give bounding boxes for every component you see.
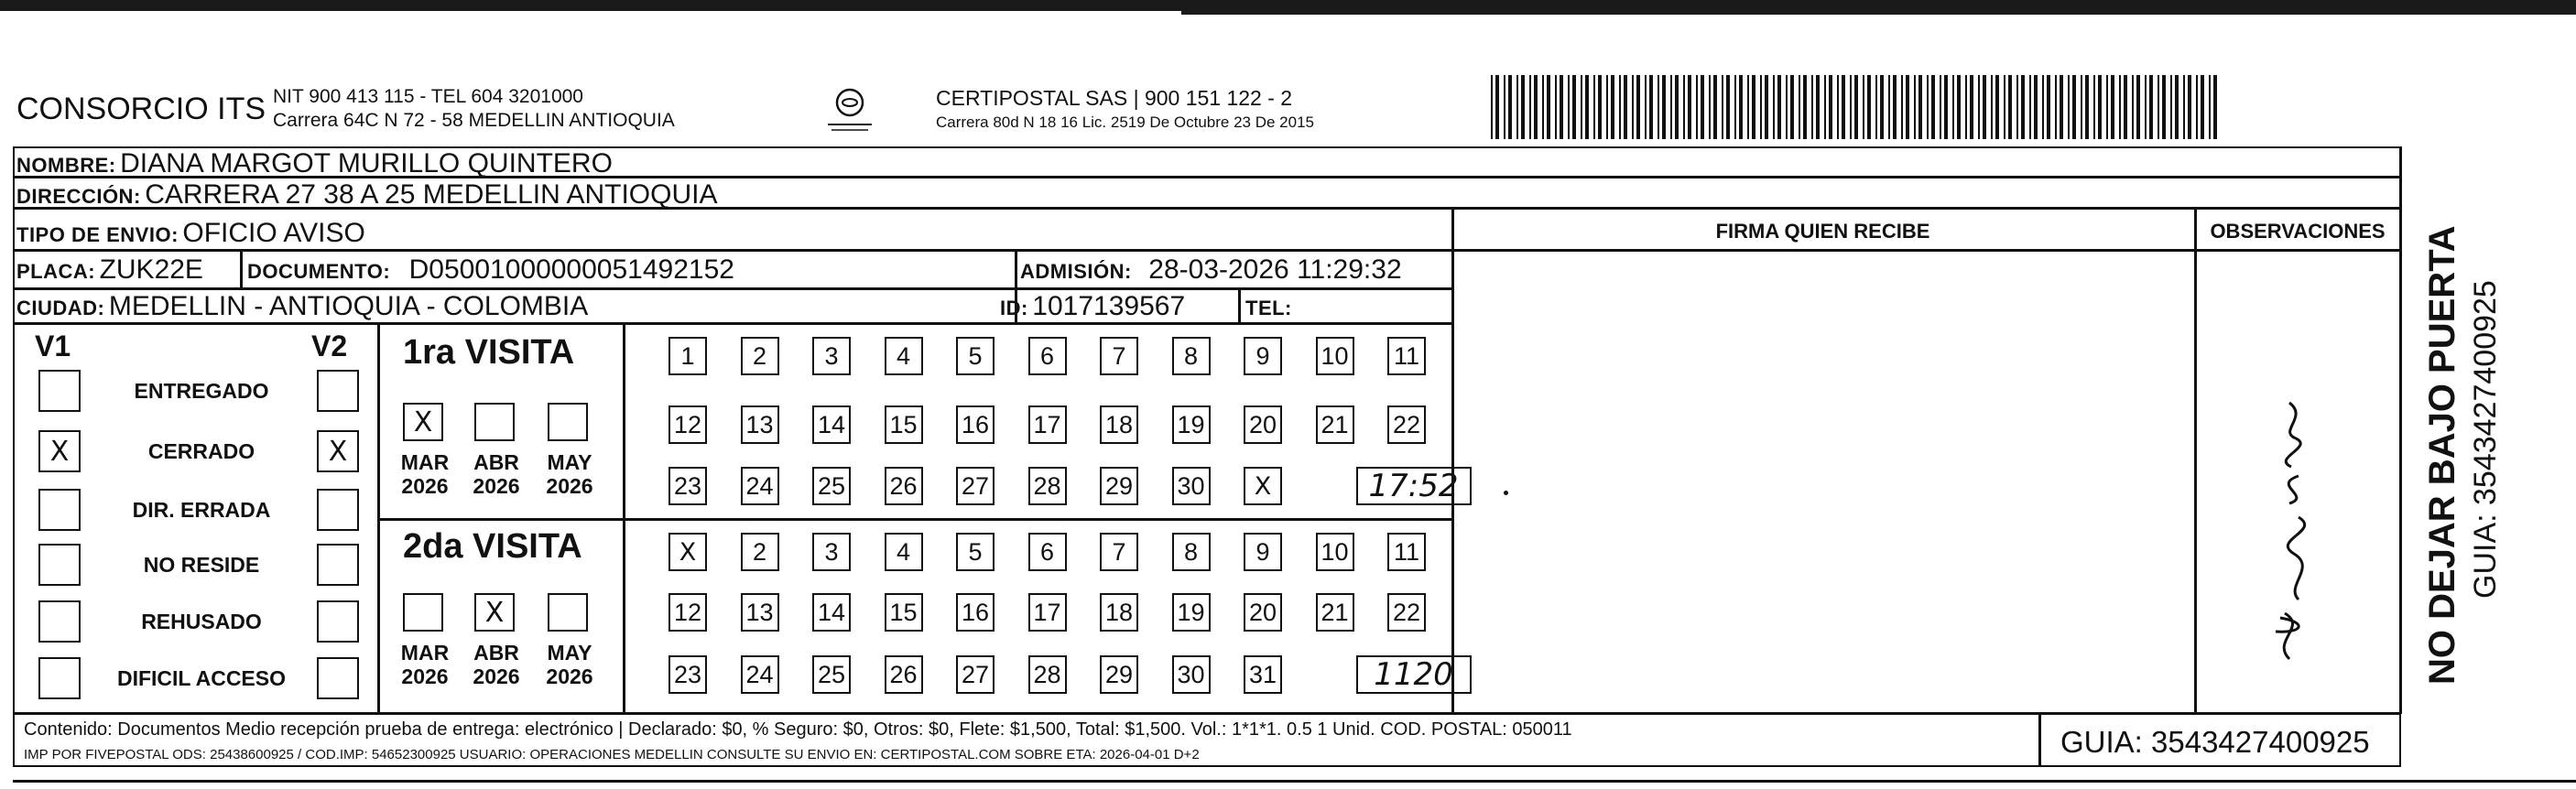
v1-checkbox <box>38 657 81 699</box>
day-box: 22 <box>1387 405 1426 444</box>
tipo-envio-row <box>16 218 365 249</box>
day-box: 27 <box>956 467 995 505</box>
barcode-bar <box>2068 75 2070 139</box>
barcode-bar <box>1777 75 1781 139</box>
barcode-bar <box>1880 75 1884 139</box>
day-box: 29 <box>1100 655 1138 694</box>
barcode-bar <box>2034 75 2038 139</box>
month-label: ABR <box>473 450 519 474</box>
tipo-envio-value: OFICIO AVISO <box>182 218 365 248</box>
month-label: MAR <box>400 641 450 665</box>
status-label: DIFICIL ACCESO <box>116 666 286 690</box>
day-box: 23 <box>668 655 707 694</box>
day-box: 17 <box>1028 405 1067 444</box>
barcode-bar <box>1837 75 1839 139</box>
barcode-bar <box>1701 75 1704 139</box>
barcode-bar <box>2175 75 2179 139</box>
month-year: 2026 <box>473 665 520 688</box>
signature-dot <box>1504 491 1508 495</box>
barcode-bar <box>1927 75 1929 139</box>
ciudad-value: MEDELLIN - ANTIOQUIA - COLOMBIA <box>108 291 589 321</box>
day-box: 8 <box>1172 533 1211 571</box>
day-box: 15 <box>885 405 923 444</box>
day-box: 13 <box>741 593 779 632</box>
footer-imp-line: IMP POR FIVEPOSTAL ODS: 25438600925 / COD.IMP: 54652300925 USUARIO: OPERACIONES MEDELLIN CONSULTE SU ENVIO EN: CERTIPOSTAL.COM SOBRE ETA: 2026-04-01 D+2 <box>24 747 1200 762</box>
month-label: MAY <box>547 450 592 474</box>
barcode-bar <box>1888 75 1890 139</box>
barcode-bar <box>1970 75 1973 139</box>
day-box: 2 <box>741 337 779 375</box>
v1-checkbox <box>38 370 81 412</box>
barcode-bar <box>1585 75 1589 139</box>
barcode-bar <box>2047 75 2050 139</box>
tipo-envio-label: TIPO DE ENVIO: <box>16 223 179 246</box>
day-box: 14 <box>812 593 851 632</box>
admision-value: 28-03-2026 11:29:32 <box>1148 254 1402 285</box>
certipostal-name: CERTIPOSTAL SAS | 900 151 122 - 2 <box>936 86 1293 110</box>
barcode-bar <box>1811 75 1813 139</box>
day-box: 11 <box>1387 337 1426 375</box>
tel-label: TEL: <box>1245 297 1292 319</box>
barcode-bar <box>2188 75 2191 139</box>
v2-checkbox <box>317 370 359 412</box>
day-box: 18 <box>1100 405 1138 444</box>
top-edge-bar <box>0 0 2576 11</box>
barcode-bar <box>2072 75 2076 139</box>
status-label: REHUSADO <box>141 610 262 633</box>
barcode <box>1491 75 2223 139</box>
barcode-bar <box>1734 75 1736 139</box>
barcode-bar <box>2213 75 2217 139</box>
day-box: 5 <box>956 533 995 571</box>
barcode-bar <box>1709 75 1711 139</box>
month-label: MAR <box>400 450 450 474</box>
day-box: 1 <box>668 337 707 375</box>
barcode-bar <box>1658 75 1659 139</box>
barcode-bar <box>1816 75 1820 139</box>
v2-checkbox <box>317 657 359 699</box>
day-box: 20 <box>1244 405 1282 444</box>
barcode-bar <box>2158 75 2159 139</box>
side-guia-number: GUIA: 3543427400925 <box>2468 280 2503 599</box>
barcode-bar <box>2145 75 2147 139</box>
barcode-bar <box>1675 75 1679 139</box>
barcode-bar <box>1624 75 1627 139</box>
day-box: 21 <box>1316 405 1354 444</box>
day-box: 9 <box>1244 337 1282 375</box>
month-year: 2026 <box>401 665 449 688</box>
documento-row <box>247 254 734 286</box>
day-box: 19 <box>1172 405 1211 444</box>
nombre-row <box>16 148 613 179</box>
barcode-bar <box>1491 75 1493 139</box>
ciudad-row <box>16 291 588 322</box>
barcode-bar <box>1722 75 1723 139</box>
id-row <box>1000 291 1185 322</box>
day-box: 10 <box>1316 533 1354 571</box>
certipostal-address: Carrera 80d N 18 16 Lic. 2519 De Octubre 23 De 2015 <box>936 113 1314 131</box>
barcode-bar <box>1521 75 1525 139</box>
barcode-bar <box>1688 75 1691 139</box>
barcode-bar <box>1662 75 1666 139</box>
day-box: 20 <box>1244 593 1282 632</box>
barcode-bar <box>1649 75 1653 139</box>
barcode-bar <box>2201 75 2204 139</box>
nombre-value: DIANA MARGOT MURILLO QUINTERO <box>120 148 613 178</box>
barcode-bar <box>1918 75 1922 139</box>
barcode-bar <box>2170 75 2172 139</box>
barcode-bar <box>1560 75 1563 139</box>
barcode-bar <box>1901 75 1903 139</box>
id-value: 1017139567 <box>1032 291 1186 321</box>
barcode-bar <box>1875 75 1877 139</box>
barcode-bar <box>1606 75 1608 139</box>
barcode-bar <box>2098 75 2102 139</box>
day-box: 5 <box>956 337 995 375</box>
barcode-bar <box>1555 75 1557 139</box>
placa-row <box>16 254 203 286</box>
month-checkbox <box>474 403 515 441</box>
firma-header: FIRMA QUIEN RECIBE <box>1715 220 1930 243</box>
month-checkbox: X <box>403 403 443 441</box>
v1-checkbox <box>38 600 81 643</box>
barcode-bar <box>2111 75 2114 139</box>
month-label: ABR <box>473 641 519 665</box>
month-label: MAY <box>547 641 592 665</box>
month-checkbox <box>548 403 588 441</box>
barcode-bar <box>1824 75 1826 139</box>
day-box: 16 <box>956 405 995 444</box>
barcode-bar <box>1529 75 1531 139</box>
barcode-bar <box>2021 75 2025 139</box>
day-box: 25 <box>812 467 851 505</box>
day-box: 9 <box>1244 533 1282 571</box>
barcode-bar <box>1760 75 1762 139</box>
company-nit: NIT 900 413 115 - TEL 604 3201000 <box>273 86 583 107</box>
documento-value: D05001000000051492152 <box>408 254 734 285</box>
barcode-bar <box>1547 75 1550 139</box>
barcode-bar <box>1786 75 1788 139</box>
barcode-bar <box>1516 75 1518 139</box>
day-box: 19 <box>1172 593 1211 632</box>
v1-checkbox: X <box>38 430 81 472</box>
day-box: 28 <box>1028 467 1067 505</box>
barcode-bar <box>2136 75 2140 139</box>
barcode-bar <box>1747 75 1749 139</box>
month-checkbox <box>548 593 588 632</box>
nombre-label: NOMBRE: <box>16 154 116 177</box>
barcode-bar <box>1803 75 1807 139</box>
barcode-bar <box>1965 75 1967 139</box>
day-box: 30 <box>1172 467 1211 505</box>
day-box: 6 <box>1028 533 1067 571</box>
day-box: 12 <box>668 593 707 632</box>
barcode-bar <box>1581 75 1582 139</box>
barcode-bar <box>1739 75 1743 139</box>
barcode-bar <box>2008 75 2012 139</box>
barcode-bar <box>1568 75 1570 139</box>
barcode-bar <box>1944 75 1948 139</box>
month-year: 2026 <box>546 474 593 498</box>
barcode-bar <box>2132 75 2134 139</box>
id-label: ID: <box>1000 297 1028 319</box>
barcode-bar <box>1636 75 1640 139</box>
day-box: 31 <box>1244 655 1282 694</box>
month-year: 2026 <box>473 474 520 498</box>
barcode-bar <box>1683 75 1685 139</box>
barcode-bar <box>1893 75 1897 139</box>
barcode-bar <box>1508 75 1512 139</box>
month-checkbox: X <box>474 593 515 632</box>
day-box: 23 <box>668 467 707 505</box>
day-box: 11 <box>1387 533 1426 571</box>
month-checkbox <box>403 593 443 632</box>
day-box: X <box>1244 467 1282 505</box>
day-box: 24 <box>741 467 779 505</box>
no-dejar-warning: NO DEJAR BAJO PUERTA <box>2422 225 2462 685</box>
barcode-bar <box>1914 75 1916 139</box>
day-box: 14 <box>812 405 851 444</box>
admision-row <box>1020 254 1402 286</box>
barcode-bar <box>1978 75 1980 139</box>
day-box: 26 <box>885 655 923 694</box>
barcode-bar <box>2016 75 2018 139</box>
day-box: 18 <box>1100 593 1138 632</box>
handwritten-signature <box>2234 394 2344 668</box>
direccion-value: CARRERA 27 38 A 25 MEDELLIN ANTIOQUIA <box>145 179 718 210</box>
barcode-bar <box>2124 75 2127 139</box>
barcode-bar <box>1906 75 1909 139</box>
day-box: 25 <box>812 655 851 694</box>
barcode-bar <box>1931 75 1935 139</box>
barcode-bar <box>2081 75 2082 139</box>
barcode-bar <box>1593 75 1595 139</box>
company-name: CONSORCIO ITS <box>16 92 266 126</box>
day-box: 7 <box>1100 337 1138 375</box>
barcode-bar <box>1995 75 1999 139</box>
barcode-bar <box>1632 75 1634 139</box>
barcode-bar <box>2093 75 2095 139</box>
day-box: 8 <box>1172 337 1211 375</box>
barcode-bar <box>1542 75 1544 139</box>
barcode-bar <box>1829 75 1832 139</box>
barcode-bar <box>1799 75 1800 139</box>
day-box: 26 <box>885 467 923 505</box>
direccion-label: DIRECCIÓN: <box>16 185 141 208</box>
v1-checkbox <box>38 489 81 531</box>
barcode-bar <box>1765 75 1768 139</box>
barcode-bar <box>1940 75 1941 139</box>
footer-contenido: Contenido: Documentos Medio recepción prueba de entrega: electrónico | Declarado: $0, % Seguro: $0, Otros: $0, Flete: $1,500, Total: $1,500. Vol.: 1*1*1. 0.5 1 Unid. COD. POSTAL: 050011 <box>24 719 1572 740</box>
observaciones-header: OBSERVACIONES <box>2210 220 2386 243</box>
barcode-bar <box>1713 75 1717 139</box>
first-visit-title: 1ra VISITA <box>403 333 575 372</box>
day-box: 3 <box>812 533 851 571</box>
status-label: DIR. ERRADA <box>132 498 271 522</box>
barcode-bar <box>1850 75 1852 139</box>
barcode-bar <box>1645 75 1647 139</box>
barcode-bar <box>2029 75 2031 139</box>
day-box: 3 <box>812 337 851 375</box>
day-box: 4 <box>885 533 923 571</box>
v2-checkbox <box>317 489 359 531</box>
day-box: 27 <box>956 655 995 694</box>
barcode-bar <box>2196 75 2198 139</box>
day-box: 17 <box>1028 593 1067 632</box>
day-box: 15 <box>885 593 923 632</box>
barcode-bar <box>1598 75 1602 139</box>
top-edge-bar-secondary <box>1181 11 2576 15</box>
month-year: 2026 <box>546 665 593 688</box>
barcode-bar <box>2106 75 2108 139</box>
day-box: 10 <box>1316 337 1354 375</box>
day-box: 30 <box>1172 655 1211 694</box>
day-box: 12 <box>668 405 707 444</box>
placa-label: PLACA: <box>16 260 96 283</box>
barcode-bar <box>1952 75 1954 139</box>
direccion-row <box>16 179 718 211</box>
barcode-bar <box>1670 75 1672 139</box>
v2-checkbox <box>317 544 359 586</box>
barcode-bar <box>1619 75 1621 139</box>
day-box: 13 <box>741 405 779 444</box>
barcode-bar <box>2042 75 2044 139</box>
barcode-bar <box>1696 75 1698 139</box>
day-box: 16 <box>956 593 995 632</box>
barcode-bar <box>2055 75 2057 139</box>
barcode-bar <box>1534 75 1538 139</box>
documento-label: DOCUMENTO: <box>247 260 391 283</box>
barcode-bar <box>1842 75 1845 139</box>
second-visit-title: 2da VISITA <box>403 527 582 566</box>
day-box: 6 <box>1028 337 1067 375</box>
day-box: 7 <box>1100 533 1138 571</box>
barcode-bar <box>1752 75 1755 139</box>
v1-checkbox <box>38 544 81 586</box>
day-box: 2 <box>741 533 779 571</box>
barcode-bar <box>1504 75 1505 139</box>
visit-time-box: 17:52 <box>1356 467 1472 505</box>
day-box: 24 <box>741 655 779 694</box>
barcode-bar <box>1854 75 1858 139</box>
barcode-bar <box>2060 75 2063 139</box>
v2-header: V2 <box>311 330 348 362</box>
placa-value: ZUK22E <box>99 254 203 285</box>
barcode-bar <box>2209 75 2211 139</box>
barcode-bar <box>2162 75 2166 139</box>
day-box: 28 <box>1028 655 1067 694</box>
ciudad-label: CIUDAD: <box>16 297 105 319</box>
barcode-bar <box>2004 75 2005 139</box>
month-year: 2026 <box>401 474 449 498</box>
status-label: CERRADO <box>147 439 255 463</box>
barcode-bar <box>1611 75 1614 139</box>
admision-label: ADMISIÓN: <box>1020 260 1132 283</box>
visit-time-box: 1120 <box>1356 655 1472 694</box>
barcode-bar <box>1983 75 1986 139</box>
barcode-bar <box>2149 75 2153 139</box>
v2-checkbox: X <box>317 430 359 472</box>
barcode-bar <box>1957 75 1961 139</box>
barcode-bar <box>2183 75 2185 139</box>
day-box: 4 <box>885 337 923 375</box>
barcode-bar <box>2119 75 2121 139</box>
v1-header: V1 <box>35 330 71 362</box>
barcode-bar <box>1773 75 1775 139</box>
barcode-bar <box>2085 75 2089 139</box>
footer-guia: GUIA: 3543427400925 <box>2060 725 2370 759</box>
day-box: X <box>668 533 707 571</box>
day-box: 21 <box>1316 593 1354 632</box>
day-box: 22 <box>1387 593 1426 632</box>
bottom-edge-line <box>13 780 2576 783</box>
barcode-bar <box>1991 75 1993 139</box>
day-box: 29 <box>1100 467 1138 505</box>
certipostal-logo <box>813 84 886 135</box>
barcode-bar <box>1572 75 1576 139</box>
barcode-bar <box>1867 75 1871 139</box>
status-label: NO RESIDE <box>143 553 260 577</box>
barcode-bar <box>1495 75 1499 139</box>
status-label: ENTREGADO <box>134 379 269 403</box>
company-address: Carrera 64C N 72 - 58 MEDELLIN ANTIOQUIA <box>273 110 675 131</box>
barcode-bar <box>1726 75 1730 139</box>
v2-checkbox <box>317 600 359 643</box>
barcode-bar <box>1863 75 1864 139</box>
barcode-bar <box>1790 75 1794 139</box>
